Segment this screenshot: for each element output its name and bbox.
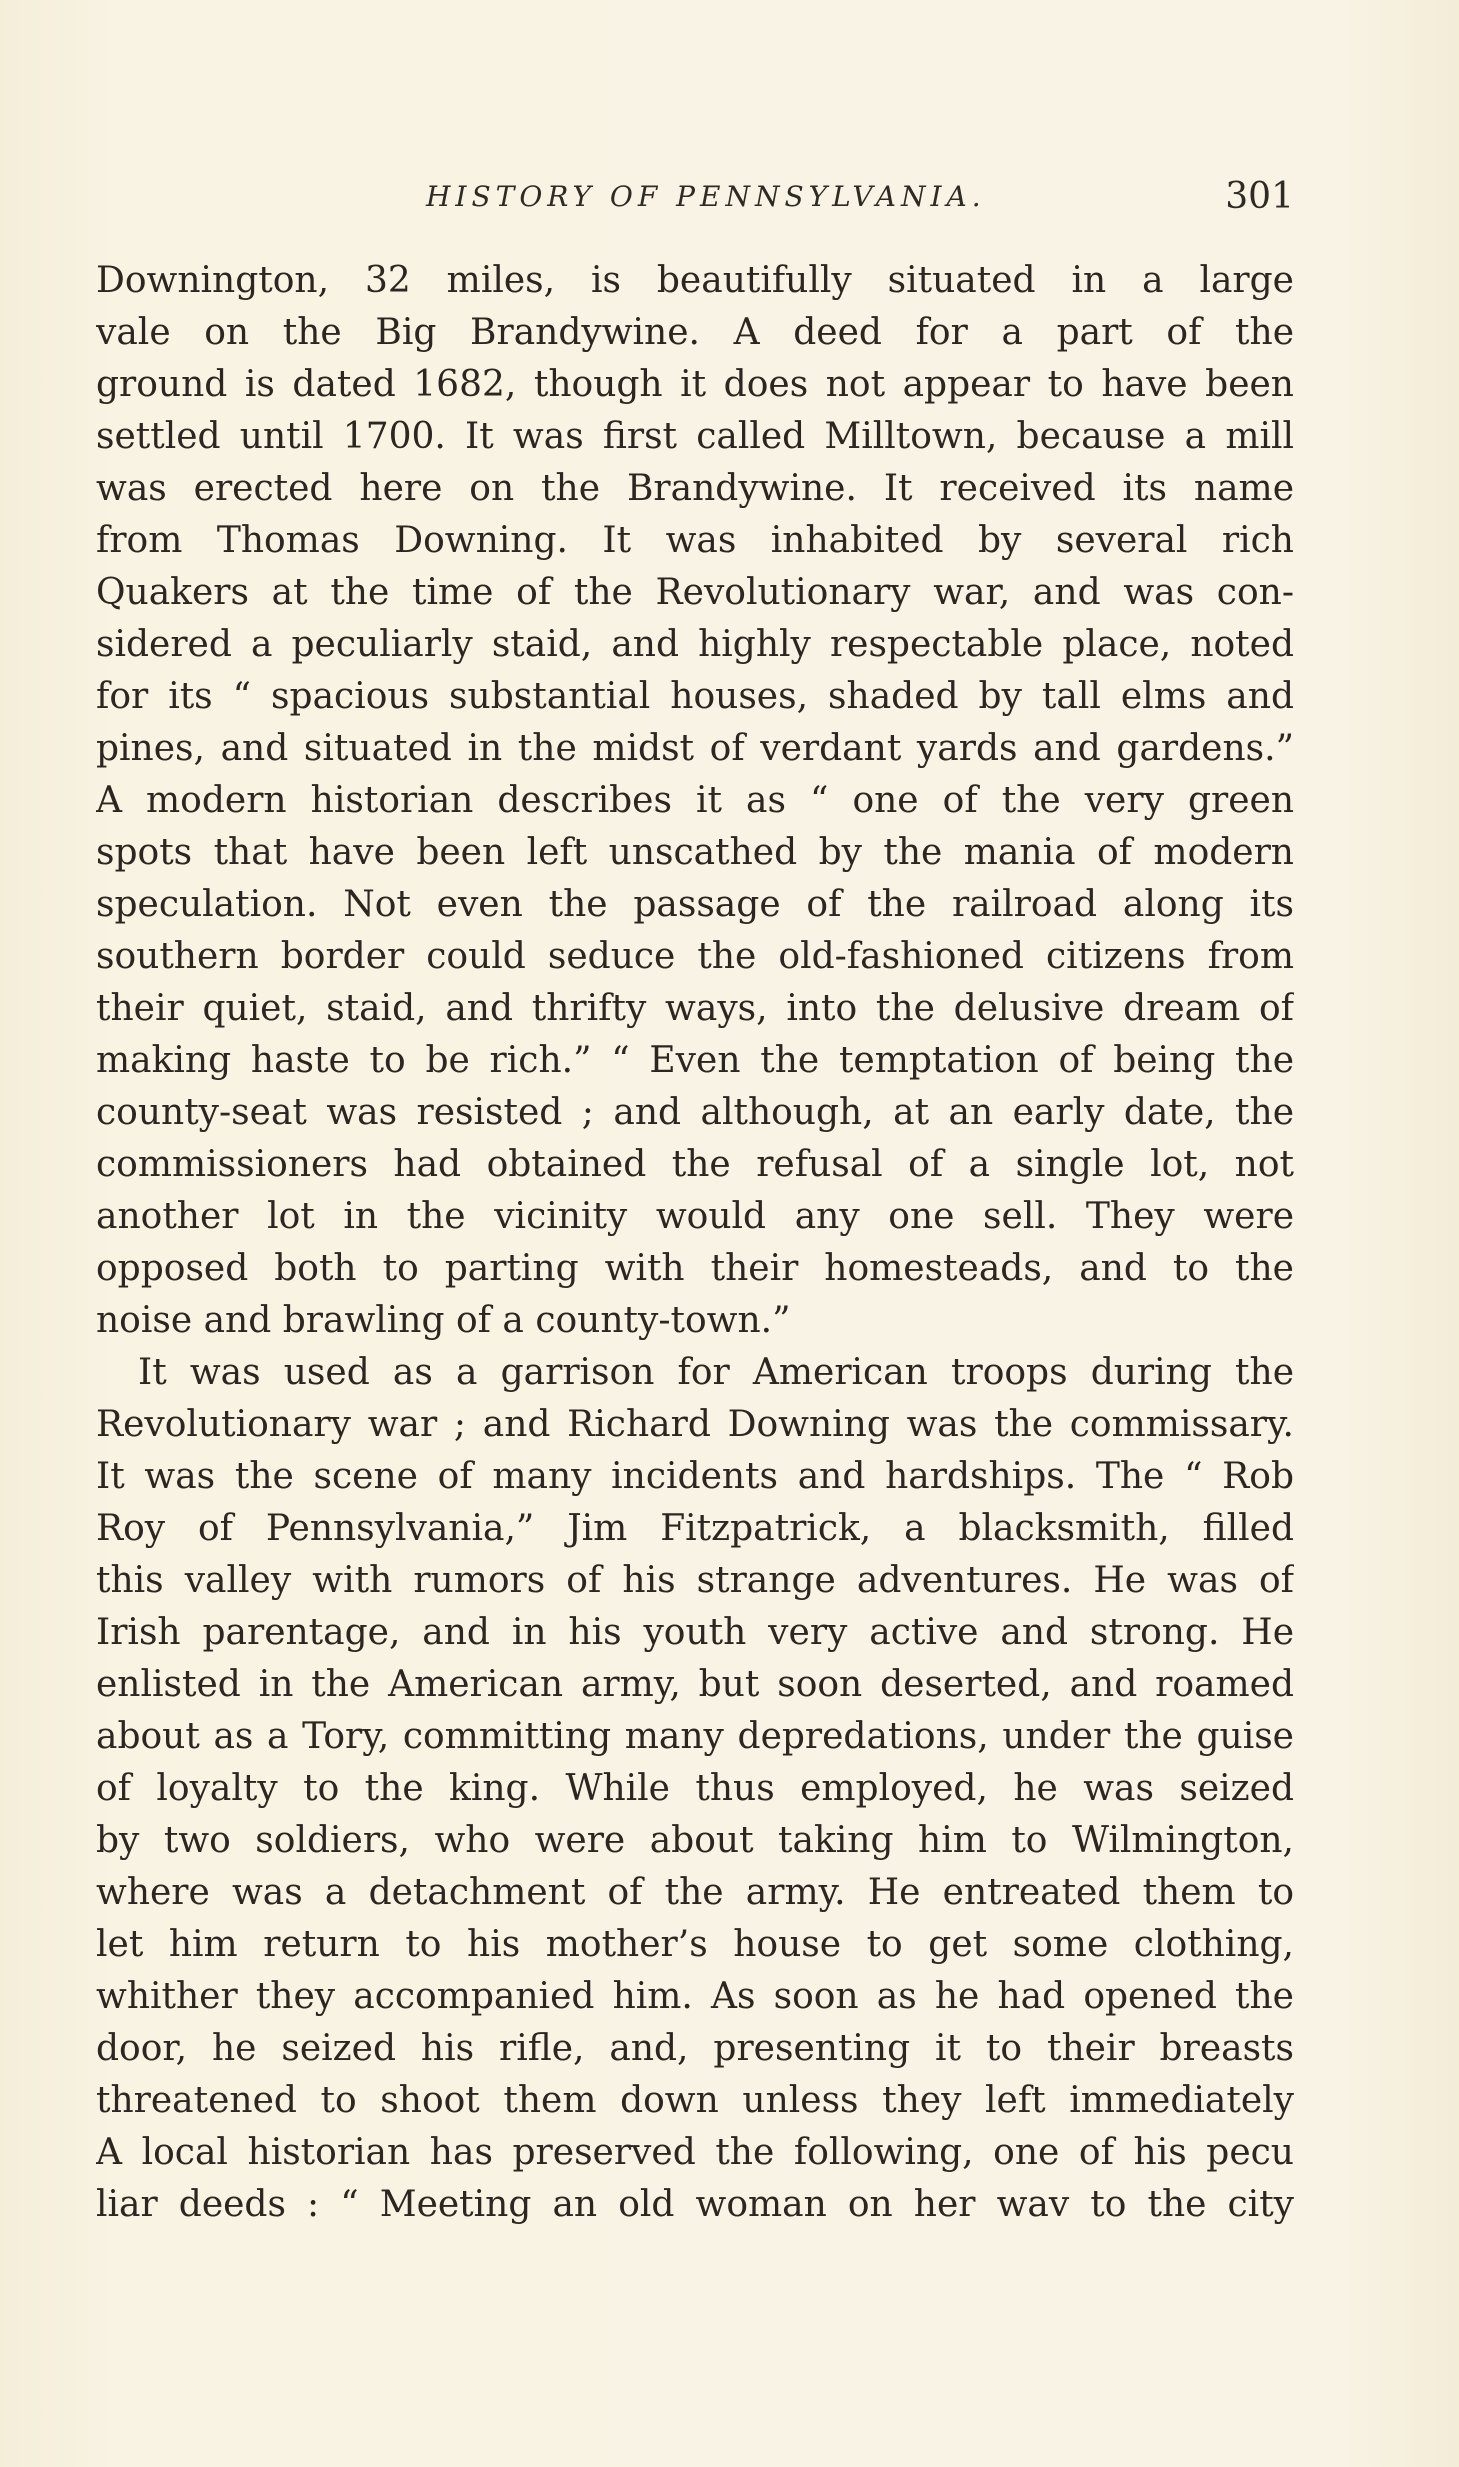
text-line-1: Downington, 32 miles, is beautifully situated in a large [96,260,1294,301]
text-line-28: enlisted in the American army, but soon deserted, and roamed [96,1664,1294,1705]
text-line-34: whither they accompanied him. As soon as he had opened the [96,1976,1294,2017]
text-line-10: pines, and situated in the midst of verdant yards and gardens.” [96,728,1294,769]
running-head [96,176,1294,228]
text-line-15: their quiet, staid, and thrifty ways, into the delusive dream of [96,988,1294,1029]
text-line-2: vale on the Big Brandywine. A deed for a part of the [96,312,1294,353]
text-line-38: liar deeds : “ Meeting an old woman on her wav to the city [96,2184,1294,2225]
text-line-20: opposed both to parting with their homesteads, and to the [96,1248,1294,1289]
text-line-3: ground is dated 1682, though it does not appear to have been [96,364,1294,405]
text-line-27: Irish parentage, and in his youth very active and strong. He [96,1612,1294,1653]
text-line-11: A modern historian describes it as “ one of the very green [96,780,1294,821]
text-line-12: spots that have been left unscathed by the mania of modern [96,832,1294,873]
text-line-14: southern border could seduce the old-fashioned citizens from [96,936,1294,977]
text-line-26: this valley with rumors of his strange adventures. He was of [96,1560,1294,1601]
text-line-7: Quakers at the time of the Revolutionary war, and was con- [96,572,1294,613]
text-line-33: let him return to his mother’s house to get some clothing, [96,1924,1294,1965]
running-title: HISTORY OF PENNSYLVANIA. [426,180,986,213]
text-line-19: another lot in the vicinity would any one sell. They were [96,1196,1294,1237]
text-line-5: was erected here on the Brandywine. It received its name [96,468,1294,509]
text-line-21: noise and brawling of a county-town.” [96,1300,791,1341]
text-line-35: door, he seized his rifle, and, presenting it to their breasts [96,2028,1294,2069]
text-line-36: threatened to shoot them down unless they left immediately [96,2080,1294,2121]
text-line-25: Roy of Pennsylvania,” Jim Fitzpatrick, a blacksmith, filled [96,1508,1294,1549]
text-line-22: It was used as a garrison for American troops during the [138,1352,1294,1393]
text-line-16: making haste to be rich.” “ Even the temptation of being the [96,1040,1294,1081]
text-line-8: sidered a peculiarly staid, and highly respectable place, noted [96,624,1294,665]
text-line-18: commissioners had obtained the refusal of a single lot, not [96,1144,1294,1185]
text-line-30: of loyalty to the king. While thus employed, he was seized [96,1768,1294,1809]
text-line-9: for its “ spacious substantial houses, shaded by tall elms and [96,676,1294,717]
text-line-24: It was the scene of many incidents and hardships. The “ Rob [96,1456,1294,1497]
text-line-31: by two soldiers, who were about taking him to Wilmington, [96,1820,1294,1861]
text-line-17: county-seat was resisted ; and although, at an early date, the [96,1092,1294,1133]
text-line-23: Revolutionary war ; and Richard Downing was the commissary. [96,1404,1294,1445]
text-line-4: settled until 1700. It was first called Milltown, because a mill [96,416,1294,457]
text-line-32: where was a detachment of the army. He entreated them to [96,1872,1294,1913]
text-line-6: from Thomas Downing. It was inhabited by several rich [96,520,1294,561]
page-number: 301 [1225,176,1294,217]
body-text [96,255,1294,2231]
text-line-29: about as a Tory, committing many depredations, under the guise [96,1716,1294,1757]
text-line-13: speculation. Not even the passage of the railroad along its [96,884,1294,925]
text-line-37: A local historian has preserved the following, one of his pecu [96,2132,1294,2173]
